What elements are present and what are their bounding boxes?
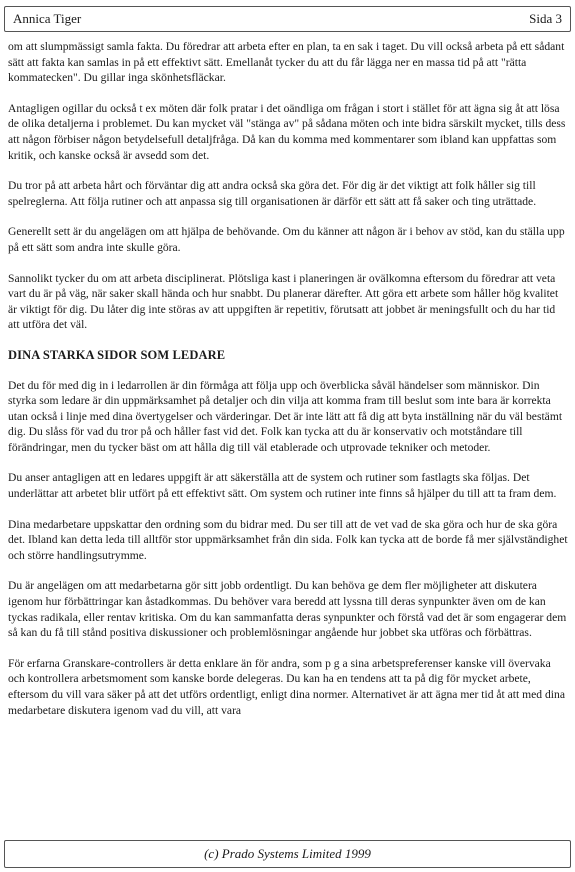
header-page-number: Sida 3 xyxy=(529,11,562,26)
body-paragraph: Du är angelägen om att medarbetarna gör sitt jobb ordentligt. Du kan behöva ge dem fler möjligheter att diskutera igenom hur förbättringar kan åstadkommas. Du behöver vara beredd att lyssna till deras synpunkter även om de kan tyckas radikala, eller rentav kritiska. Om du kan sammanfatta deras synpunkter och förstå vad det är som engagerar dem så kan du få till stånd positiva diskussioner och problemlösningar angående hur jobbet ska utföras och förbättras. xyxy=(8,579,567,640)
page-header xyxy=(4,6,571,32)
body-paragraph: Dina medarbetare uppskattar den ordning som du bidrar med. Du ser till att de vet vad de ska göra och hur de ska göra det. Ibland kan detta leda till alltför stor uppmärksamhet från din sida. Folk kan tycka att de borde få mer självständighet och större handlingsutrymme. xyxy=(8,517,568,562)
header-name: Annica Tiger xyxy=(13,11,82,26)
body-paragraph: Generellt sett är du angelägen om att hjälpa de behövande. Om du känner att någon är i behov av stöd, kan du ställa upp på ett sätt som andra inte skulle göra. xyxy=(8,225,565,254)
body-paragraph: Sannolikt tycker du om att arbeta disciplinerat. Plötsliga kast i planeringen är ovälkomna eftersom du föredrar att veta vart du är på väg, när saker skall hända och hur snabbt. Du planerar därefter. Att göra ett arbete som håller hög kvalitet är viktigt för dig. Du låter dig inte störas av att uppgiften är repetitiv, förutsatt att jobbet är meningsfullt och du har tid att utföra det väl. xyxy=(8,271,559,332)
page-footer xyxy=(4,840,571,868)
document-body xyxy=(8,39,569,733)
body-paragraph: Du tror på att arbeta hårt och förväntar dig att andra också ska göra det. För dig är det viktigt att folk håller sig till spelreglerna. Att följa rutiner och att anpassa sig till organisationen är därför ett sätt att få saker och ting uträttade. xyxy=(8,179,537,208)
body-paragraph: om att slumpmässigt samla fakta. Du föredrar att arbeta efter en plan, ta en sak i taget. Du vill också arbeta på ett sådant sätt att fakta kan samlas in på ett effektivt sätt. Emellanåt tycker du att du får lägga ner en massa tid på att "rätta kommatecken". Du gillar inga skönhetsfläckar. xyxy=(8,40,565,85)
body-paragraph: Antagligen ogillar du också t ex möten där folk pratar i det oändliga om frågan i stort i stället för att ägna sig åt att lösa de olika detaljerna i problemet. Du kan mycket väl "stänga av" på sådana möten och inte bidra särskilt mycket, tills dess att någon förbiser någon betydelsefull detaljfråga. Då kan du komma med kommentarer som ibland kan uppfattas som kritik, och kanske också är avsedd som det. xyxy=(8,101,566,162)
body-paragraph: Det du för med dig in i ledarrollen är din förmåga att följa upp och överblicka såväl händelser som människor. Din styrka som ledare är din uppmärksamhet på detaljer och din vilja att komma fram till beslut som inte bara är korrekta utan också i linje med dina övertygelser och värderingar. Det är inte lätt att få dig att byta inställning när du väl bestämt dig. Du slåss för vad du tror på och håller fast vid det. Folk kan tycka att du är konservativ och motståndare till förändringar, men du tycker bäst om att hålla dig till väl etablerade och utprovade tekniker och metoder. xyxy=(8,378,563,454)
body-paragraph: Du anser antagligen att en ledares uppgift är att säkerställa att de system och rutiner som fastlagts ska följas. Det underlättar att arbetet blir utfört på ett effektivt sätt. Om system och rutiner inte finns så hjälper du till att ta fram dem. xyxy=(8,471,557,501)
footer-copyright: (c) Prado Systems Limited 1999 xyxy=(204,846,371,861)
body-paragraph: För erfarna Granskare-controllers är detta enklare än för andra, som p g a sina arbetspreferenser kanske vill övervaka och kontrollera arbetsmoment som kanske borde delegeras. Du kan ha en tendens att ta på dig för mycket arbete, eftersom du vill vara säker på att det utförs ordentligt, enligt dina normer. Alternativet är att ägna mer tid åt att med dina medarbetare diskutera igenom vad du vill, att vara xyxy=(8,656,565,717)
section-heading: DINA STARKA SIDOR SOM LEDARE xyxy=(8,347,226,362)
